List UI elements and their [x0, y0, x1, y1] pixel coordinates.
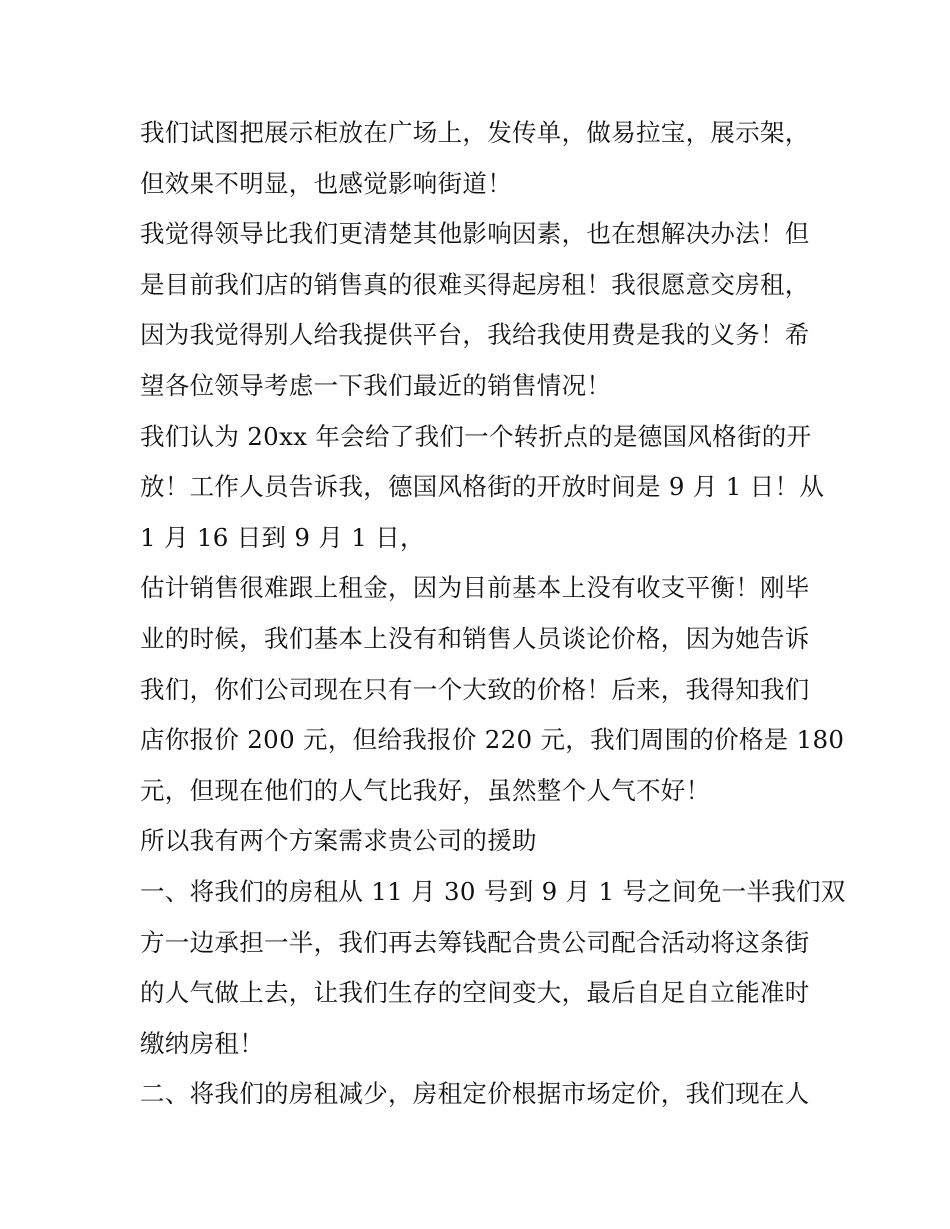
- paragraph-turning-point: [140, 412, 825, 564]
- text-line: 因为我觉得别人给我提供平台，我给我使用费是我的义务！希: [140, 320, 810, 350]
- paragraph-rent-difficulty: [140, 209, 820, 411]
- text-line: 我们试图把展示柜放在广场上，发传单，做易拉宝，展示架，: [140, 118, 810, 147]
- text-line: 店你报价 200 元，但给我报价 220 元，我们周围的价格是 180: [140, 725, 845, 755]
- text-line: 缴纳房租！: [140, 1028, 264, 1058]
- text-line: 一、将我们的房租从 11 月 30 号到 9 月 1 号之间免一半我们双: [140, 876, 846, 906]
- text-line: 我们，你们公司现在只有一个大致的价格！后来，我得知我们: [140, 674, 810, 704]
- text-line: 元，但现在他们的人气比我好，虽然整个人气不好！: [140, 775, 711, 805]
- paragraph-promotion-efforts: [140, 108, 820, 209]
- paragraph-proposal-one: [140, 867, 846, 1069]
- text-line: 但效果不明显，也感觉影响街道！: [140, 168, 512, 198]
- text-line: 我觉得领导比我们更清楚其他影响因素，也在想解决办法！但: [140, 219, 810, 249]
- text-line: 是目前我们店的销售真的很难买得起房租！我很愿意交房租，: [140, 269, 810, 299]
- text-line: 所以我有两个方案需求贵公司的援助: [140, 826, 537, 856]
- text-line: 我们认为 20xx 年会给了我们一个转折点的是德国风格街的开: [140, 421, 812, 451]
- text-line: 估计销售很难跟上租金，因为目前基本上没有收支平衡！刚毕: [140, 573, 810, 603]
- paragraph-pricing: [140, 563, 845, 816]
- text-line: 方一边承担一半，我们再去筹钱配合贵公司配合活动将这条街: [140, 927, 810, 957]
- document-body: [140, 108, 846, 1120]
- text-line: 放！工作人员告诉我，德国风格街的开放时间是 9 月 1 日！从: [140, 472, 825, 502]
- text-line: 1 月 16 日到 9 月 1 日，: [140, 522, 425, 552]
- text-line: 望各位领导考虑一下我们最近的销售情况！: [140, 370, 612, 400]
- text-line: 业的时候，我们基本上没有和销售人员谈论价格，因为她告诉: [140, 623, 810, 653]
- text-line: 的人气做上去，让我们生存的空间变大，最后自足自立能准时: [140, 978, 810, 1008]
- text-line: 二、将我们的房租减少，房租定价根据市场定价，我们现在人: [140, 1079, 810, 1109]
- paragraph-proposal-two: [140, 1069, 820, 1120]
- paragraph-proposal-intro: [140, 816, 820, 867]
